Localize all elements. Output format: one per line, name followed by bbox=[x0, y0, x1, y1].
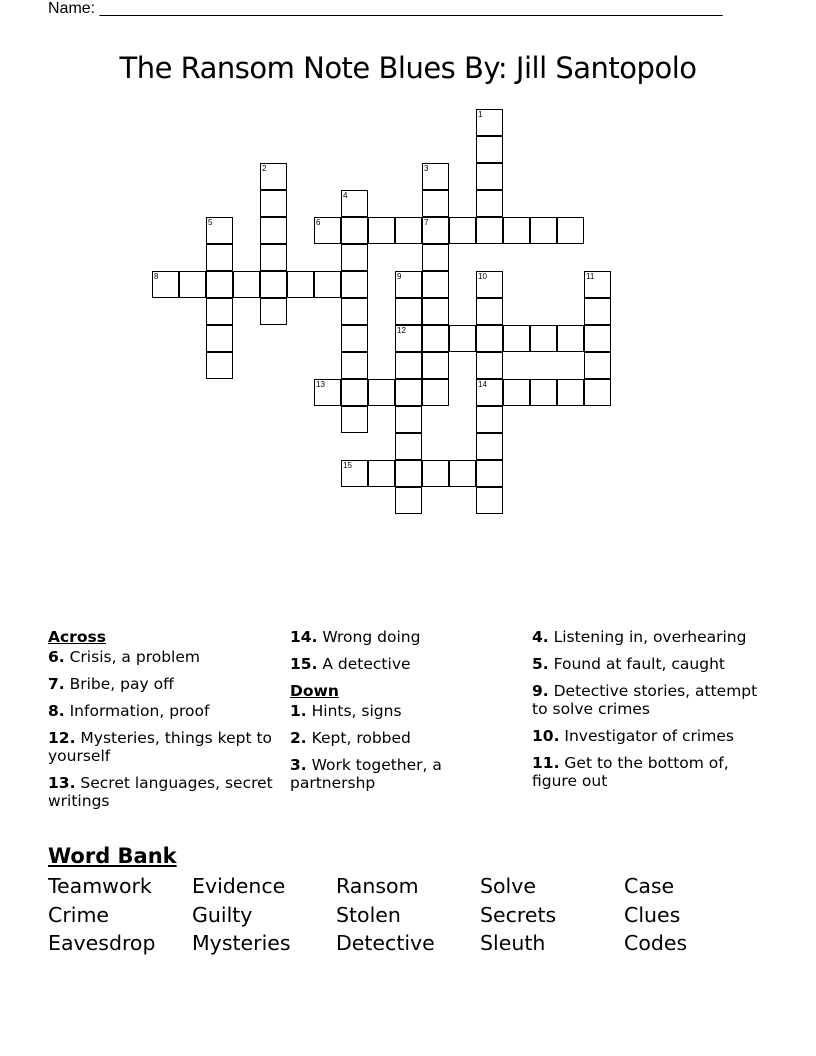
crossword-cell[interactable] bbox=[503, 325, 530, 352]
word-bank-item: Crime bbox=[48, 902, 110, 927]
crossword-cell[interactable] bbox=[476, 325, 503, 352]
crossword-cell[interactable] bbox=[260, 163, 287, 190]
crossword-cell[interactable] bbox=[260, 190, 287, 217]
crossword-cell[interactable] bbox=[395, 379, 422, 406]
crossword-cell[interactable] bbox=[206, 352, 233, 379]
crossword-cell[interactable] bbox=[179, 271, 206, 298]
clue-item bbox=[48, 774, 288, 810]
clue-number: 5 bbox=[208, 218, 213, 227]
down-heading: Down bbox=[290, 682, 339, 700]
crossword-cell[interactable] bbox=[422, 163, 449, 190]
clue-item-number: 8. bbox=[48, 702, 65, 720]
crossword-cell[interactable] bbox=[395, 352, 422, 379]
clue-item bbox=[290, 628, 530, 646]
crossword-cell[interactable] bbox=[314, 217, 341, 244]
clue-item bbox=[290, 729, 530, 747]
clue-item-number: 5. bbox=[532, 655, 549, 673]
clue-number: 15 bbox=[343, 461, 352, 470]
clue-item bbox=[48, 702, 288, 720]
word-bank bbox=[48, 872, 768, 958]
clue-item-number: 6. bbox=[48, 648, 65, 666]
clue-item-number: 4. bbox=[532, 628, 549, 646]
crossword-cell[interactable] bbox=[368, 217, 395, 244]
crossword-cell[interactable] bbox=[341, 298, 368, 325]
crossword-cell[interactable] bbox=[530, 217, 557, 244]
word-bank-item: Stolen bbox=[336, 902, 401, 927]
crossword-cell[interactable] bbox=[314, 271, 341, 298]
clue-item-number: 7. bbox=[48, 675, 65, 693]
clue-item bbox=[532, 628, 772, 646]
crossword-cell[interactable] bbox=[395, 325, 422, 352]
crossword-cell[interactable] bbox=[287, 271, 314, 298]
clue-item-number: 13. bbox=[48, 774, 76, 792]
crossword-cell[interactable] bbox=[341, 406, 368, 433]
clue-number: 2 bbox=[262, 164, 267, 173]
across-heading: Across bbox=[48, 628, 106, 646]
clue-number: 4 bbox=[343, 191, 348, 200]
clue-item-number: 10. bbox=[532, 727, 560, 745]
crossword-cell[interactable] bbox=[341, 379, 368, 406]
clue-item-text: Listening in, overhearing bbox=[548, 628, 747, 646]
crossword-cell[interactable] bbox=[260, 244, 287, 271]
clue-item-number: 3. bbox=[290, 756, 307, 774]
word-bank-item: Sleuth bbox=[480, 931, 546, 955]
crossword-cell[interactable] bbox=[449, 325, 476, 352]
crossword-cell[interactable] bbox=[530, 325, 557, 352]
clue-item bbox=[532, 754, 772, 790]
clue-item-text: Investigator of crimes bbox=[559, 727, 734, 745]
clue-item-number: 11. bbox=[532, 754, 560, 772]
word-bank-item: Clues bbox=[624, 902, 681, 927]
crossword-cell[interactable] bbox=[395, 217, 422, 244]
crossword-cell[interactable] bbox=[341, 190, 368, 217]
word-bank-item: Codes bbox=[624, 931, 688, 955]
crossword-cell[interactable] bbox=[341, 217, 368, 244]
clue-column-2 bbox=[290, 628, 530, 801]
crossword-cell[interactable] bbox=[476, 217, 503, 244]
clue-item bbox=[532, 682, 772, 718]
crossword-cell[interactable] bbox=[341, 325, 368, 352]
crossword-cell[interactable] bbox=[206, 325, 233, 352]
crossword-cell[interactable] bbox=[206, 244, 233, 271]
crossword-cell[interactable] bbox=[476, 487, 503, 514]
crossword-cell[interactable] bbox=[503, 379, 530, 406]
crossword-cell[interactable] bbox=[422, 190, 449, 217]
crossword-cell[interactable] bbox=[314, 379, 341, 406]
crossword-cell[interactable] bbox=[449, 460, 476, 487]
word-bank-item: Detective bbox=[336, 931, 435, 955]
crossword-cell[interactable] bbox=[422, 271, 449, 298]
crossword-cell[interactable] bbox=[503, 217, 530, 244]
crossword-cell[interactable] bbox=[206, 217, 233, 244]
crossword-cell[interactable] bbox=[395, 487, 422, 514]
clue-item-text: Information, proof bbox=[64, 702, 210, 720]
clue-item-text: Detective stories, attempt to solve crimes bbox=[532, 682, 758, 718]
clue-item-text: Bribe, pay off bbox=[64, 675, 174, 693]
clue-item bbox=[48, 675, 288, 693]
crossword-cell[interactable] bbox=[422, 244, 449, 271]
crossword-cell[interactable] bbox=[476, 406, 503, 433]
crossword-cell[interactable] bbox=[422, 217, 449, 244]
crossword-cell[interactable] bbox=[530, 379, 557, 406]
word-bank-item: Eavesdrop bbox=[48, 931, 156, 955]
clue-number: 8 bbox=[154, 272, 159, 281]
clue-item-number: 1. bbox=[290, 702, 307, 720]
clue-number: 9 bbox=[397, 272, 402, 281]
page-title: The Ransom Note Blues By: Jill Santopolo bbox=[119, 51, 697, 85]
crossword-cell[interactable] bbox=[422, 325, 449, 352]
crossword-cell[interactable] bbox=[341, 244, 368, 271]
word-bank-item: Secrets bbox=[480, 902, 557, 927]
word-bank-item: Solve bbox=[480, 874, 536, 898]
crossword-cell[interactable] bbox=[422, 298, 449, 325]
crossword-cell[interactable] bbox=[368, 460, 395, 487]
clue-number: 1 bbox=[478, 110, 483, 119]
clue-number: 13 bbox=[316, 380, 325, 389]
clue-item-text: Found at fault, caught bbox=[548, 655, 725, 673]
clue-number: 12 bbox=[397, 326, 406, 335]
word-bank-item: Mysteries bbox=[192, 931, 291, 955]
clue-item bbox=[532, 655, 772, 673]
crossword-cell[interactable] bbox=[584, 379, 611, 406]
clue-number: 7 bbox=[424, 218, 429, 227]
crossword-cell[interactable] bbox=[395, 433, 422, 460]
crossword-cell[interactable] bbox=[395, 298, 422, 325]
crossword-cell[interactable] bbox=[584, 325, 611, 352]
crossword-cell[interactable] bbox=[395, 406, 422, 433]
crossword-cell[interactable] bbox=[476, 136, 503, 163]
word-bank-item: Guilty bbox=[192, 902, 253, 927]
crossword-cell[interactable] bbox=[449, 217, 476, 244]
crossword-cell[interactable] bbox=[341, 352, 368, 379]
crossword-cell[interactable] bbox=[395, 271, 422, 298]
clue-item-text: Kept, robbed bbox=[306, 729, 411, 747]
crossword-cell[interactable] bbox=[260, 217, 287, 244]
clue-item-text: Get to the bottom of, figure out bbox=[532, 754, 729, 790]
crossword-cell[interactable] bbox=[476, 271, 503, 298]
clue-item-text: A detective bbox=[317, 655, 411, 673]
clue-number: 3 bbox=[424, 164, 429, 173]
crossword-cell[interactable] bbox=[476, 109, 503, 136]
clue-item-text: Crisis, a problem bbox=[64, 648, 200, 666]
crossword-cell[interactable] bbox=[476, 190, 503, 217]
clue-item bbox=[48, 729, 288, 765]
crossword-cell[interactable] bbox=[584, 271, 611, 298]
clue-item-number: 14. bbox=[290, 628, 318, 646]
crossword-cell[interactable] bbox=[476, 163, 503, 190]
clue-item-number: 9. bbox=[532, 682, 549, 700]
clue-item bbox=[290, 756, 530, 792]
word-bank-item: Case bbox=[624, 874, 675, 898]
clue-item-number: 15. bbox=[290, 655, 318, 673]
crossword-cell[interactable] bbox=[422, 352, 449, 379]
crossword-cell[interactable] bbox=[206, 271, 233, 298]
crossword-cell[interactable] bbox=[476, 298, 503, 325]
crossword-cell[interactable] bbox=[260, 271, 287, 298]
crossword-cell[interactable] bbox=[557, 325, 584, 352]
crossword-cell[interactable] bbox=[206, 298, 233, 325]
clue-number: 11 bbox=[586, 272, 595, 281]
clue-item-text: Secret languages, secret writings bbox=[48, 774, 273, 810]
word-bank-item: Evidence bbox=[192, 874, 286, 898]
crossword-cell[interactable] bbox=[476, 460, 503, 487]
crossword-cell[interactable] bbox=[584, 352, 611, 379]
clue-number: 10 bbox=[478, 272, 487, 281]
crossword-cell[interactable] bbox=[476, 352, 503, 379]
clue-item bbox=[48, 648, 288, 666]
clue-item bbox=[290, 702, 530, 720]
crossword-cell[interactable] bbox=[557, 379, 584, 406]
crossword-cell[interactable] bbox=[260, 298, 287, 325]
crossword-cell[interactable] bbox=[341, 271, 368, 298]
clue-item-number: 2. bbox=[290, 729, 307, 747]
crossword-cell[interactable] bbox=[422, 460, 449, 487]
crossword-cell[interactable] bbox=[422, 379, 449, 406]
crossword-cell[interactable] bbox=[395, 460, 422, 487]
crossword-cell[interactable] bbox=[233, 271, 260, 298]
clue-item-number: 12. bbox=[48, 729, 76, 747]
crossword-cell[interactable] bbox=[476, 379, 503, 406]
clue-item bbox=[290, 655, 530, 673]
clue-column-1 bbox=[48, 628, 288, 819]
crossword-cell[interactable] bbox=[557, 217, 584, 244]
clue-item-text: Wrong doing bbox=[317, 628, 421, 646]
crossword-cell[interactable] bbox=[152, 271, 179, 298]
clue-item-text: Work together, a partnershp bbox=[290, 756, 442, 792]
clue-number: 6 bbox=[316, 218, 321, 227]
clue-item-text: Mysteries, things kept to yourself bbox=[48, 729, 273, 765]
clue-column-3 bbox=[532, 628, 772, 799]
name-line[interactable]: Name: ______________________________________________________________________ bbox=[48, 0, 723, 17]
crossword-cell[interactable] bbox=[584, 298, 611, 325]
clue-number: 14 bbox=[478, 380, 487, 389]
crossword-cell[interactable] bbox=[341, 460, 368, 487]
clue-item-text: Hints, signs bbox=[306, 702, 402, 720]
clue-item bbox=[532, 727, 772, 745]
word-bank-item: Ransom bbox=[336, 874, 419, 898]
word-bank-title: Word Bank bbox=[48, 844, 177, 868]
word-bank-item: Teamwork bbox=[48, 874, 152, 898]
crossword-cell[interactable] bbox=[476, 433, 503, 460]
crossword-cell[interactable] bbox=[368, 379, 395, 406]
